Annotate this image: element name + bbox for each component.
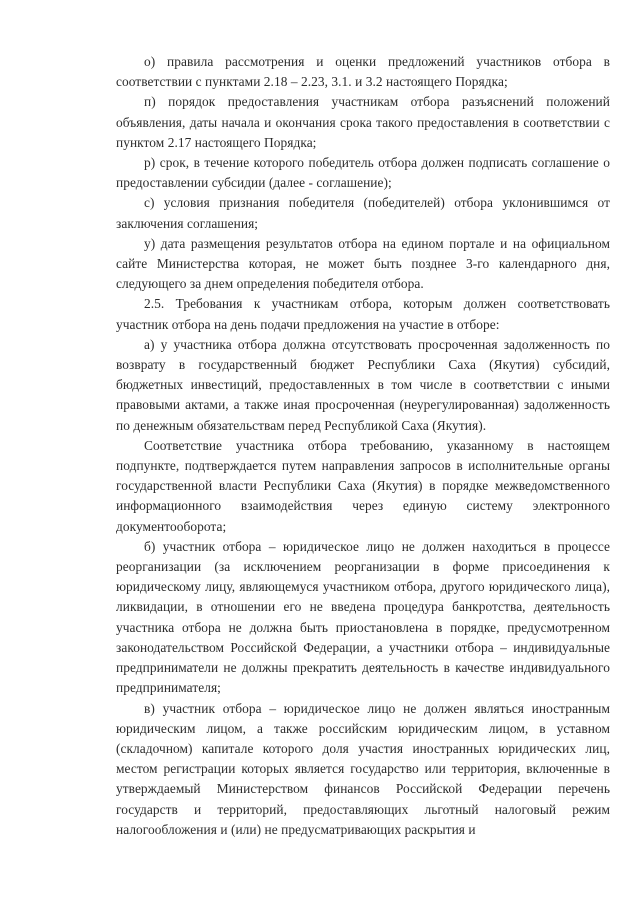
paragraph-u: у) дата размещения результатов отбора на едином портале и на официальном сайте Министерства которая, не может быть позднее 3-го календарного дня, следующего за днем определения победителя отбора. (116, 235, 610, 292)
paragraph-v: в) участник отбора – юридическое лицо не должен являться иностранным юридическим лицом, а также российским юридическим лицом, в уставном (складочном) капитале которого доля участия иностранных юридических лиц, местом регистрации которых является государство или территория, включенные в утверждаемый Министерством финансов Российской Федерации перечень государств и территорий, предоставляющих льготный налоговый режим налогообложения и (или) не предусматривающих раскрытия и (116, 700, 610, 837)
document-body (116, 52, 610, 840)
paragraph-p: п) порядок предоставления участникам отбора разъяснений положений объявления, даты начала и окончания срока такого предоставления в соответствии с пунктом 2.17 настоящего Порядка; (116, 94, 610, 150)
paragraph-2-5: 2.5. Требования к участникам отбора, которым должен соответствовать участник отбора на день подачи предложения на участие в отборе: (116, 296, 610, 332)
paragraph-s: с) условия признания победителя (победителей) отбора уклонившимся от заключения соглашения; (116, 195, 610, 231)
paragraph-a: а) у участника отбора должна отсутствовать просроченная задолженность по возврату в государственный бюджет Республики Саха (Якутия) субсидий, бюджетных инвестиций, предоставленных в том числе в соответствии с иными правовыми актами, а также иная просроченная (неурегулированная) задолженность по денежным обязательствам перед Республикой Саха (Якутия). (116, 336, 610, 433)
paragraph-o: о) правила рассмотрения и оценки предложений участников отбора в соответствии с пунктами 2.18 – 2.23, 3.1. и 3.2 настоящего Порядка; (116, 54, 610, 90)
paragraph-b: б) участник отбора – юридическое лицо не должен находиться в процессе реорганизации (за исключением реорганизации в форме присоединения к юридическому лицу, являющемуся участником отбора, другого юридического лица), ликвидации, в отношении его не введена процедура банкротства, деятельность участника отбора не должна быть приостановлена в порядке, предусмотренном законодательством Российской Федерации, а участники отбора – индивидуальные предприниматели не должны прекратить деятельность в качестве индивидуального предпринимателя; (116, 538, 610, 696)
paragraph-compliance: Соответствие участника отбора требованию, указанному в настоящем подпункте, подтверждается путем направления запросов в исполнительные органы государственной власти Республики Саха (Якутия) в порядке межведомственного информационного взаимодействия через единую систему электронного документооборота; (116, 437, 610, 534)
paragraph-r: р) срок, в течение которого победитель отбора должен подписать соглашение о предоставлении субсидии (далее - соглашение); (116, 155, 610, 191)
